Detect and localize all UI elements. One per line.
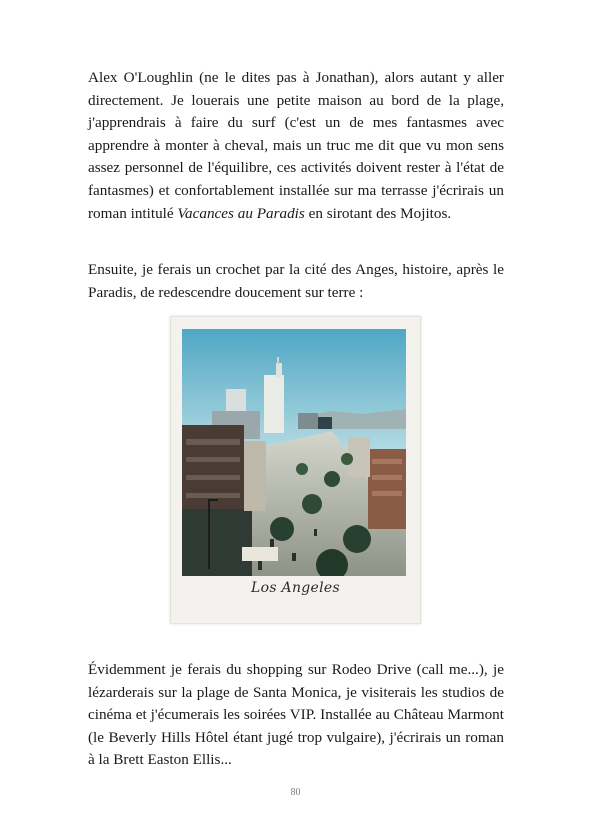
photo-caption: Los Angeles: [251, 580, 340, 596]
polaroid-photo: [170, 316, 421, 624]
city-street-photo: [182, 329, 406, 576]
novel-title: Vacances au Paradis: [177, 204, 305, 222]
paragraph-intro-text: Alex O'Loughlin (ne le dites pas à Jonathan), alors autant y aller directement. Je louerais une petite maison au bord de la plage, j'apprendrais à faire du surf (c'est un de mes fantasmes avec apprendre à monter à cheval, mais un truc me dit que vu mon sens assez personnel de l'équilibre, ces activités doivent rester à l'état de fantasmes) et confortablement installée sur ma terrasse j'écrirais un roman intitulé: [88, 69, 504, 222]
paragraph-los-angeles: Évidemment je ferais du shopping sur Rodeo Drive (call me...), je lézarderais sur la plage de Santa Monica, je visiterais les studios de cinéma et j'écumerais les soirées VIP. Installée au Château Marmont (le Beverly Hills Hôtel étant jugé trop vulgaire), j'écrirais un roman à la Brett Easton Ellis...: [88, 661, 504, 769]
paragraph-intro: [88, 67, 504, 225]
paragraph-transition: Ensuite, je ferais un crochet par la cité des Anges, histoire, après le Paradis, de redescendre doucement sur terre :: [88, 261, 504, 301]
paragraph-intro-end: en sirotant des Mojitos.: [304, 204, 452, 222]
page-number: 80: [290, 787, 301, 798]
